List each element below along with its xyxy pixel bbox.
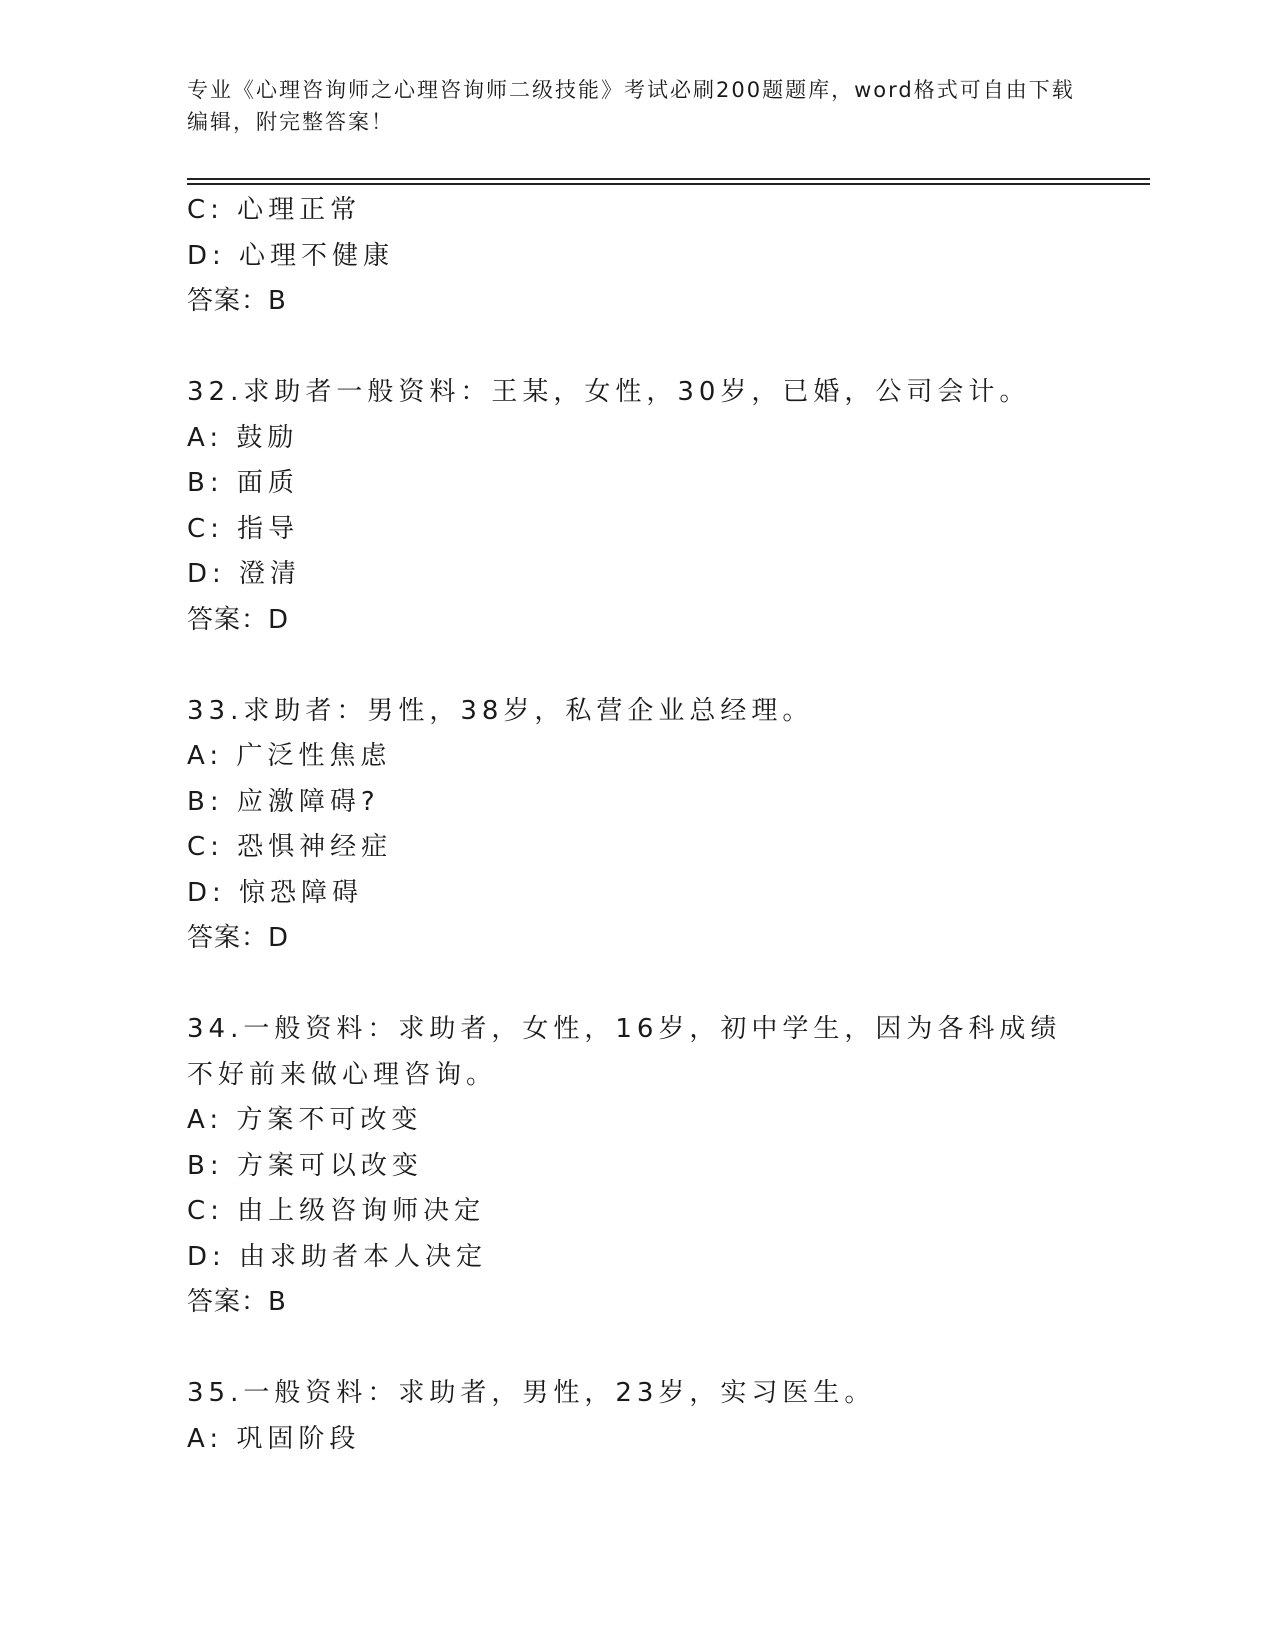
option-line: A: 鼓励 [187,422,299,453]
question-text: 34.一般资料：求助者，女性，16岁，初中学生，因为各科成绩不好前来做心理咨询。 [187,1014,1062,1090]
option-line: C: 心理正常 [187,195,362,225]
option-line: A: 广泛性焦虑 [187,741,392,771]
answer-line: 答案：D [187,923,290,953]
option-line: D: 惊恐障碍 [187,877,364,908]
question-text: 32.求助者一般资料：王某，女性，30岁，已婚，公司会计。 [187,377,1031,407]
question-spacer [187,325,1087,371]
question-text: 35.一般资料：求助者，男性，23岁，实习医生。 [187,1378,876,1408]
option-line: B: 面质 [187,468,299,498]
answer-line: 答案：D [187,604,290,635]
question-text: 33.求助者：男性，38岁，私营企业总经理。 [187,695,814,726]
option-line: D: 澄清 [187,559,302,589]
question-spacer [187,1326,1087,1372]
option-line: C: 恐惧神经症 [187,832,393,862]
option-line: B: 应激障碍? [187,786,380,817]
option-line: A: 巩固阶段 [187,1423,361,1454]
question-spacer [187,643,1087,689]
question-list [187,188,1087,1462]
answer-line: 答案：B [187,286,287,316]
document-title: 专业《心理咨询师之心理咨询师二级技能》考试必刷200题题库，word格式可自由下载编辑，附完整答案！ [187,78,1075,134]
option-line: C: 由上级咨询师决定 [187,1196,486,1226]
header-divider-bottom [187,183,1150,185]
question-spacer [187,962,1087,1008]
option-line: D: 心理不健康 [187,240,395,271]
answer-line: 答案：B [187,1287,287,1317]
option-line: D: 由求助者本人决定 [187,1241,488,1272]
header-divider-top [187,178,1150,180]
option-line: A: 方案不可改变 [187,1105,423,1135]
option-line: B: 方案可以改变 [187,1150,423,1181]
option-line: C: 指导 [187,513,300,544]
